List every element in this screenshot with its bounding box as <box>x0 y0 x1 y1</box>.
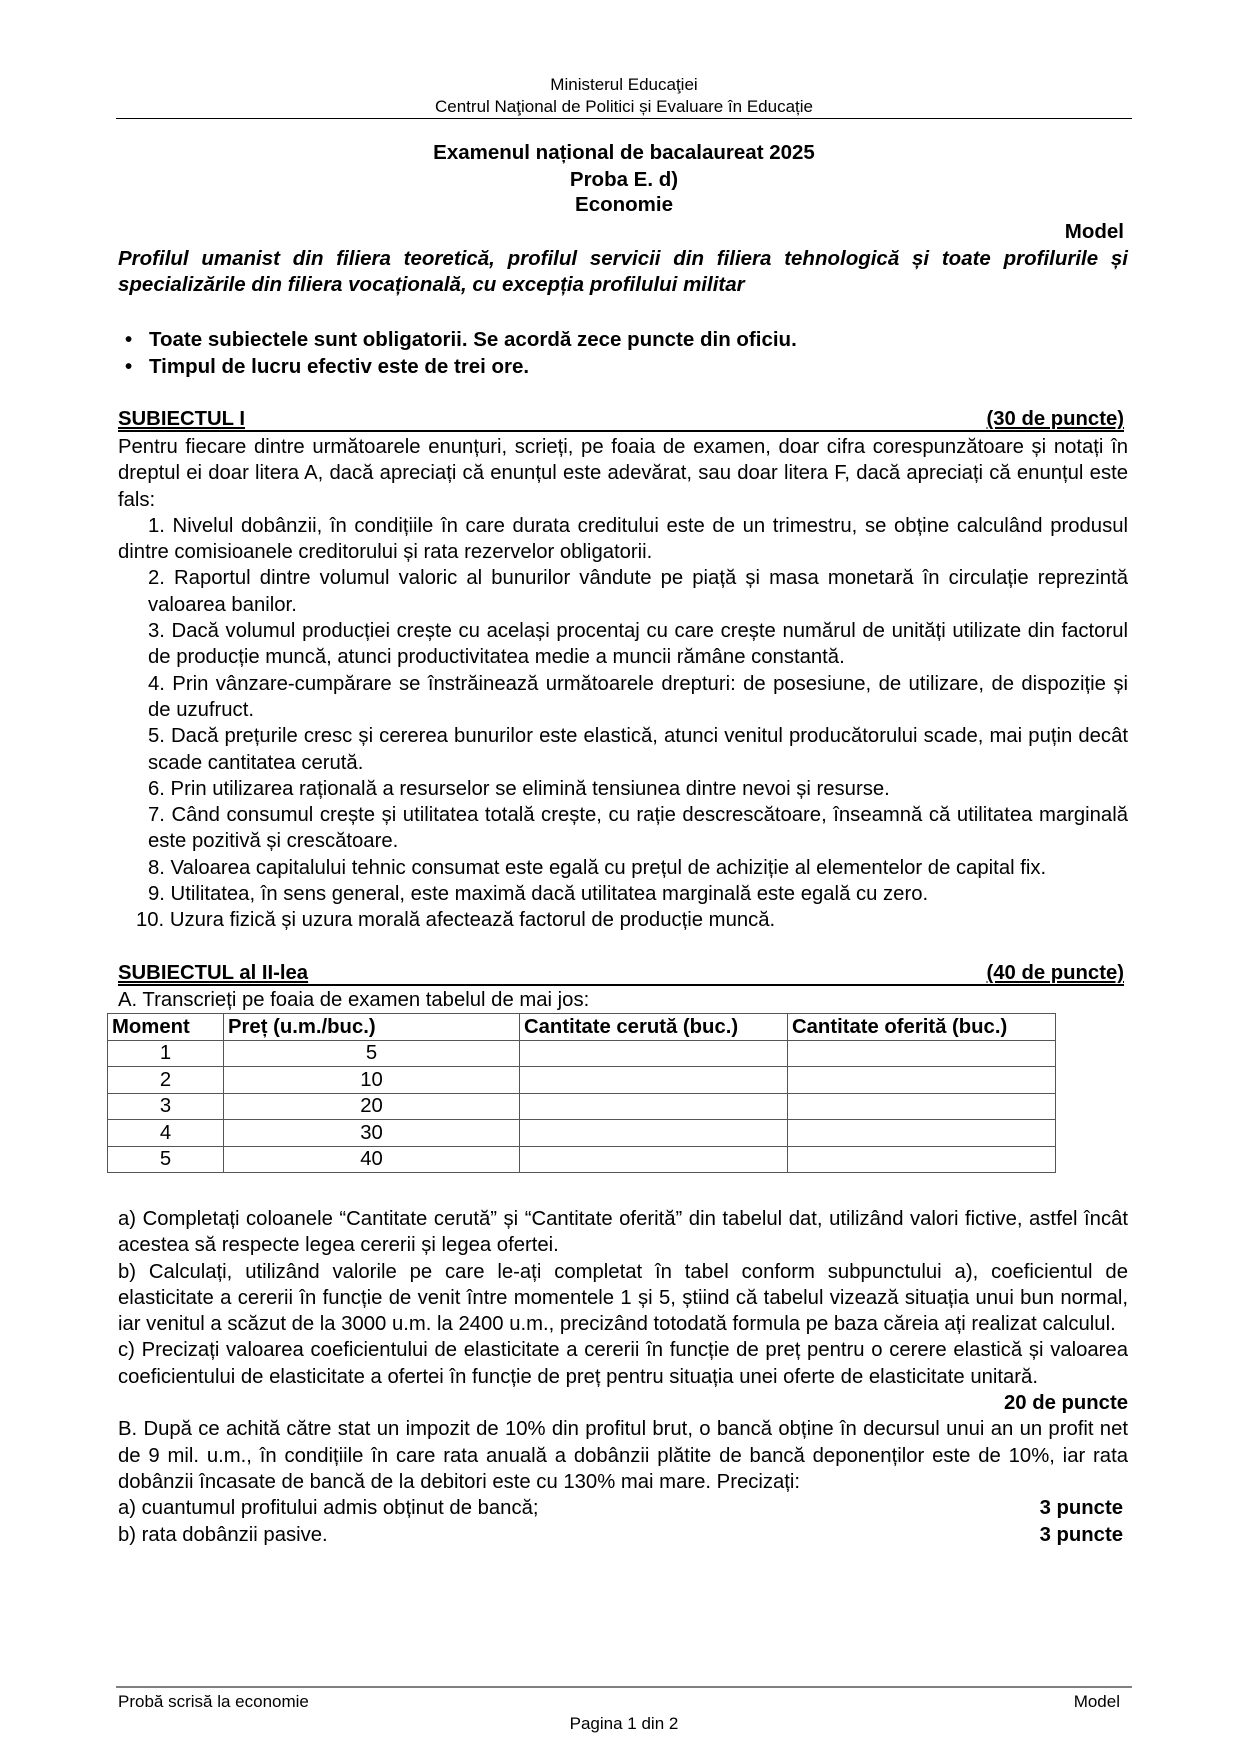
statement-6: 6. Prin utilizarea rațională a resurselor se elimină tensiunea dintre nevoi și resurse. <box>148 777 890 800</box>
footer-divider <box>116 1686 1132 1688</box>
subject1-points: (30 de puncte) <box>986 408 1124 430</box>
subject2-heading <box>118 962 1124 986</box>
col-quantity-demanded: Cantitate cerută (buc.) <box>520 1014 788 1041</box>
cell-supplied <box>788 1040 1056 1067</box>
subject1-intro: Pentru fiecare dintre următoarele enunțuri, scrieți, pe foaia de examen, doar cifra corespunzătoare și notați în dreptul ei doar litera A, dacă apreciați că enunțul este adevărat, sau doar litera F, dacă apreciați că enunțul este fals: <box>118 436 1128 511</box>
center-name: Centrul Naţional de Politici și Evaluare în Educație <box>435 97 813 116</box>
cell-moment: 2 <box>108 1067 224 1094</box>
model-label: Model <box>1064 220 1124 243</box>
statement-1: 1. Nivelul dobânzii, în condițiile în care durata creditului este de un trimestru, se obține calculând produsul dintre comisioanele creditorului și rata rezervelor obligatorii. <box>118 514 1128 564</box>
cell-supplied <box>788 1093 1056 1120</box>
cell-price: 30 <box>224 1120 520 1147</box>
statement-7: 7. Când consumul crește și utilitatea totală crește, cu rație descrescătoare, înseamnă că utilitatea marginală este pozitivă și crescătoare. <box>148 804 1128 853</box>
col-moment: Moment <box>108 1014 224 1041</box>
cell-price: 10 <box>224 1067 520 1094</box>
statement-8: 8. Valoarea capitalului tehnic consumat este egală cu prețul de achiziție al elementelor de capital fix. <box>148 856 1047 879</box>
ministry-name: Ministerul Educaţiei <box>550 75 698 94</box>
statement-5: 5. Dacă prețurile cresc și cererea bunurilor este elastică, atunci venitul producătorului scade, mai puțin decât scade cantitatea cerută. <box>148 725 1128 774</box>
exam-title: Examenul național de bacalaureat 2025 <box>433 141 815 164</box>
price-quantity-table <box>107 1013 1056 1173</box>
partB-item-b <box>118 1522 1128 1548</box>
statement-2: 2. Raportul dintre volumul valoric al bunurilor vândute pe piață și masa monetară în circulație reprezintă valoarea banilor. <box>148 567 1128 616</box>
partA-intro: A. Transcrieți pe foaia de examen tabelul de mai jos: <box>118 989 590 1011</box>
cell-moment: 5 <box>108 1146 224 1173</box>
instruction-item: Timpul de lucru efectiv este de trei ore. <box>149 355 530 378</box>
subject1-body <box>118 434 1128 934</box>
partA-questions <box>118 1206 1128 1548</box>
subject2-points: (40 de puncte) <box>986 962 1124 984</box>
statement-9: 9. Utilitatea, în sens general, este maximă dacă utilitatea marginală este egală cu zero. <box>148 883 929 906</box>
table-row <box>108 1093 1056 1120</box>
bullet-icon: • <box>125 328 133 351</box>
cell-price: 20 <box>224 1093 520 1120</box>
partA-question-a: a) Completați coloanele “Cantitate cerută” și “Cantitate oferită” din tabelul dat, utilizând valori fictive, astfel încât acestea să respecte legea cererii și legea ofertei. <box>118 1208 1128 1257</box>
partB-item-a <box>118 1495 1128 1521</box>
partB-item-a-text: a) cuantumul profitului admis obținut de bancă; <box>118 1497 539 1520</box>
table-row <box>108 1040 1056 1067</box>
cell-price: 40 <box>224 1146 520 1173</box>
cell-supplied <box>788 1120 1056 1147</box>
table-row <box>108 1146 1056 1173</box>
partA-points: 20 de puncte <box>1004 1392 1128 1415</box>
cell-demanded <box>520 1067 788 1094</box>
footer <box>118 1692 1120 1712</box>
col-quantity-supplied: Cantitate oferită (buc.) <box>788 1014 1056 1041</box>
proba-label: Proba E. d) <box>569 168 679 191</box>
cell-supplied <box>788 1067 1056 1094</box>
bullet-icon: • <box>125 355 133 378</box>
instruction-item: Toate subiectele sunt obligatorii. Se acordă zece puncte din oficiu. <box>149 328 797 351</box>
profile-description: Profilul umanist din filiera teoretică, profilul servicii din filiera tehnologică și toate profilurile și specializările din filiera vocațională, cu excepția profilului militar <box>118 247 1128 296</box>
footer-right: Model <box>1073 1692 1120 1711</box>
table-row <box>108 1067 1056 1094</box>
partB-item-a-points: 3 puncte <box>1039 1497 1123 1520</box>
cell-demanded <box>520 1146 788 1173</box>
cell-supplied <box>788 1146 1056 1173</box>
cell-moment: 3 <box>108 1093 224 1120</box>
cell-price: 5 <box>224 1040 520 1067</box>
cell-demanded <box>520 1120 788 1147</box>
table-row <box>108 1120 1056 1147</box>
page-number: Pagina 1 din 2 <box>569 1714 679 1733</box>
cell-moment: 1 <box>108 1040 224 1067</box>
partA-question-b: b) Calculați, utilizând valorile pe care le-ați completat în tabel conform subpunctului a), coeficientul de elasticitate a cererii în funcție de venit între momentele 1 și 5, știind că tabelul vizează situația unui bun normal, iar venitul a scăzut de la 3000 u.m. la 2400 u.m., precizând totodată formula pe baza căreia ați realizat calculul. <box>118 1260 1128 1336</box>
statement-10: 10. Uzura fizică și uzura morală afectează factorul de producție muncă. <box>136 909 776 932</box>
col-price: Preț (u.m./buc.) <box>224 1014 520 1041</box>
cell-demanded <box>520 1040 788 1067</box>
footer-left: Probă scrisă la economie <box>118 1692 309 1711</box>
subject1-title: SUBIECTUL I <box>118 408 245 430</box>
table-header-row <box>108 1014 1056 1041</box>
statement-3: 3. Dacă volumul producției crește cu același procentaj cu care crește numărul de unități utilizate din factorul de producție muncă, atunci productivitatea medie a muncii rămâne constantă. <box>148 620 1128 669</box>
partA-question-c: c) Precizați valoarea coeficientului de elasticitate a cererii în funcție de preț pentru o cerere elastică și valoarea coeficientului de elasticitate a ofertei în funcție de preț pentru situația unei oferte de elasticitate unitară. <box>118 1339 1128 1388</box>
subject1-heading <box>118 408 1124 432</box>
cell-moment: 4 <box>108 1120 224 1147</box>
partB-item-b-points: 3 puncte <box>1039 1523 1123 1546</box>
partB-item-b-text: b) rata dobânzii pasive. <box>118 1523 328 1546</box>
cell-demanded <box>520 1093 788 1120</box>
subject-name: Economie <box>575 193 673 216</box>
partB-intro: B. După ce achită către stat un impozit de 10% din profitul brut, o bancă obține în decursul unui an un profit net de 9 mil. u.m., în condițiile în care rata anuală a dobânzii plătite de bancă deponenților este de 10%, iar rata dobânzii încasate de bancă de la debitori este cu 130% mai mare. Precizați: <box>118 1418 1128 1493</box>
subject2-title: SUBIECTUL al II-lea <box>118 962 309 984</box>
header-divider <box>116 118 1132 119</box>
statement-4: 4. Prin vânzare-cumpărare se înstrăinează următoarele drepturi: de posesiune, de utilizare, de dispoziție și de uzufruct. <box>148 672 1128 721</box>
